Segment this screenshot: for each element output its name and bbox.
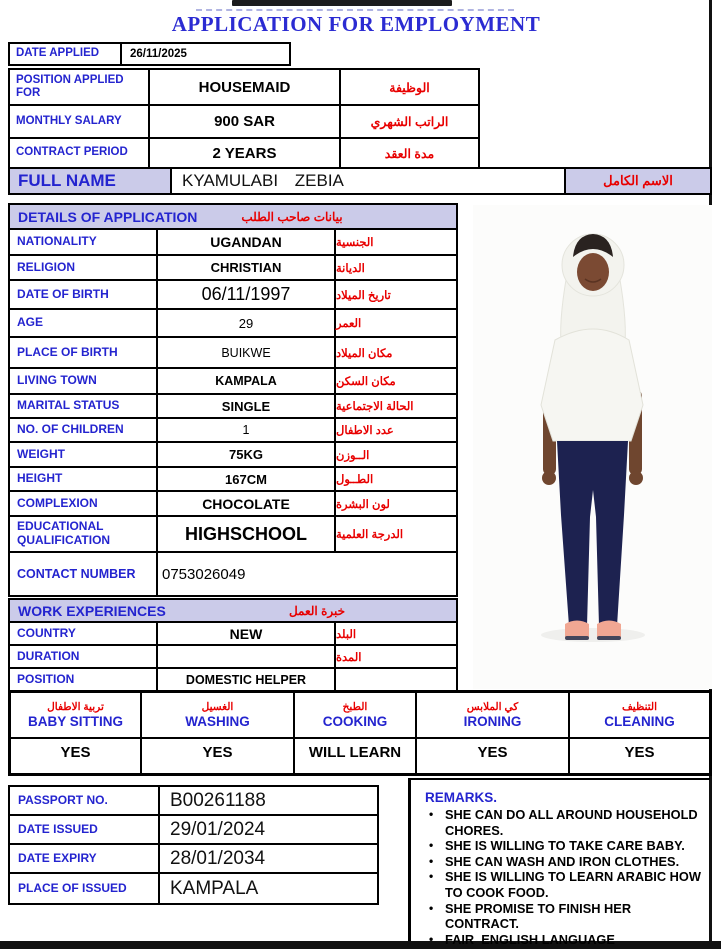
remark-item: • SHE IS WILLING TO TAKE CARE BABY.: [425, 838, 706, 854]
cleaning-arabic: التنظيف: [621, 701, 658, 713]
height-arabic: الطــول: [336, 474, 374, 486]
dob-value: 06/11/1997: [158, 281, 336, 308]
table-row: [10, 623, 456, 646]
table-row: [10, 369, 456, 395]
salary-value: 900 SAR: [150, 106, 341, 137]
contract-arabic: مدة العقد: [384, 146, 435, 161]
remark-item: • SHE IS WILLING TO LEARN ARABIC HOW TO COOK FOOD.: [425, 869, 706, 900]
cooking-label: COOKING: [322, 714, 388, 729]
position-label: POSITION APPLIED FOR: [10, 70, 150, 104]
living-town-label: LIVING TOWN: [10, 369, 158, 393]
table-row: [10, 230, 456, 256]
ironing-arabic: كي الملابس: [466, 701, 519, 713]
redaction-underline: [196, 9, 514, 11]
salary-label: MONTHLY SALARY: [10, 106, 150, 137]
date-applied-row: [8, 42, 291, 66]
children-arabic: عدد الاطفال: [336, 425, 394, 437]
remarks-title: REMARKS.: [425, 790, 498, 805]
country-arabic: البلد: [336, 628, 357, 641]
position-row-value: DOMESTIC HELPER: [158, 669, 336, 691]
age-arabic: العمر: [336, 318, 362, 330]
washing-arabic: الغسيل: [201, 701, 234, 713]
table-row: [10, 553, 456, 595]
full-name-row: [8, 167, 712, 195]
baby-sitting-arabic: تربية الاطفال: [47, 701, 104, 713]
remark-item: • FAIR ENGLISH LANGUAGE: [425, 932, 706, 948]
skill-cleaning: [570, 693, 709, 773]
skill-baby-sitting: [11, 693, 142, 773]
skill-washing: [142, 693, 295, 773]
nationality-label: NATIONALITY: [10, 230, 158, 254]
table-row: [10, 139, 478, 167]
table-row: [10, 310, 456, 338]
ironing-label: IRONING: [463, 714, 522, 729]
country-label: COUNTRY: [10, 623, 158, 644]
passport-no-value: B00261188: [170, 789, 266, 811]
weight-arabic: الــوزن: [336, 449, 370, 462]
height-value: 167CM: [158, 468, 336, 490]
details-table: [8, 203, 458, 597]
ironing-value: YES: [477, 744, 508, 761]
table-row: [10, 106, 478, 139]
full-name-value: KYAMULABI ZEBIA: [172, 169, 566, 193]
washing-label: WASHING: [185, 714, 250, 729]
remark-item: • SHE PROMISE TO FINISH HER CONTRACT.: [425, 901, 706, 932]
table-row: [10, 646, 456, 669]
cooking-arabic: الطبخ: [342, 701, 368, 713]
marital-value: SINGLE: [158, 395, 336, 417]
marital-label: MARITAL STATUS: [10, 395, 158, 417]
skill-header: [295, 693, 415, 739]
contact-label: CONTACT NUMBER: [10, 553, 158, 595]
table-row: [10, 281, 456, 310]
table-row: [10, 338, 456, 369]
contact-value: 0753026049: [162, 565, 246, 583]
cooking-value: WILL LEARN: [308, 744, 402, 761]
remark-item: • SHE CAN DO ALL AROUND HOUSEHOLD CHORES.: [425, 807, 706, 838]
remarks-box: [408, 778, 710, 947]
page-title: APPLICATION FOR EMPLOYMENT: [171, 12, 541, 36]
redacted-agency-name: [232, 0, 452, 6]
applicant-photo: [473, 205, 712, 689]
duration-arabic: المدة: [336, 651, 362, 664]
passport-no-label: PASSPORT NO.: [10, 787, 160, 814]
skill-header: [11, 693, 140, 739]
table-row: [10, 816, 377, 845]
living-town-value: KAMPALA: [158, 369, 336, 393]
applicant-figure-illustration: [473, 205, 712, 689]
skills-table: [8, 690, 712, 776]
country-value: NEW: [158, 623, 336, 644]
age-label: AGE: [10, 310, 158, 336]
contract-value: 2 YEARS: [150, 139, 341, 167]
weight-value: 75KG: [158, 443, 336, 466]
table-row: [10, 70, 478, 106]
position-value: HOUSEMAID: [150, 70, 341, 104]
washing-value: YES: [202, 744, 233, 761]
dob-arabic: تاريخ الميلاد: [336, 289, 391, 302]
contract-label: CONTRACT PERIOD: [10, 139, 150, 167]
work-title: WORK EXPERIENCES: [18, 602, 166, 619]
table-row: [10, 395, 456, 419]
birthplace-value: BUIKWE: [158, 338, 336, 367]
table-row: [10, 787, 377, 816]
table-row: [10, 443, 456, 468]
skill-ironing: [417, 693, 570, 773]
cleaning-value: YES: [624, 744, 655, 761]
date-expiry-label: DATE EXPIRY: [10, 845, 160, 872]
baby-sitting-label: BABY SITTING: [27, 714, 123, 729]
work-title-arabic: خبرة العمل: [288, 603, 346, 618]
nationality-value: UGANDAN: [158, 230, 336, 254]
height-label: HEIGHT: [10, 468, 158, 490]
complexion-label: COMPLEXION: [10, 492, 158, 515]
date-issued-value: 29/01/2024: [170, 818, 266, 840]
children-value: 1: [158, 419, 336, 441]
table-row: [10, 669, 456, 691]
table-row: [10, 419, 456, 443]
table-row: [10, 468, 456, 492]
full-name-label: FULL NAME: [10, 169, 172, 193]
skill-cooking: [295, 693, 417, 773]
date-issued-label: DATE ISSUED: [10, 816, 160, 843]
religion-value: CHRISTIAN: [158, 256, 336, 279]
cleaning-label: CLEANING: [604, 714, 675, 729]
salary-arabic: الراتب الشهري: [370, 115, 449, 129]
details-title-arabic: بيانات صاحب الطلب: [241, 209, 343, 224]
education-arabic: الدرجة العلمية: [336, 529, 404, 541]
full-name-arabic: الاسم الكامل: [566, 169, 710, 193]
table-row: [10, 517, 456, 553]
remarks-list: [425, 807, 706, 947]
marital-arabic: الحالة الاجتماعية: [336, 401, 414, 413]
place-issued-label: PLACE OF ISSUED: [10, 874, 160, 903]
table-row: [10, 845, 377, 874]
work-header: [10, 600, 456, 623]
passport-table: [8, 785, 379, 905]
date-applied-value: 26/11/2025: [130, 48, 187, 60]
age-value: 29: [158, 310, 336, 336]
baby-sitting-value: YES: [60, 744, 91, 761]
table-row: [10, 874, 377, 903]
place-issued-value: KAMPALA: [170, 877, 259, 899]
date-expiry-value: 28/01/2034: [170, 847, 266, 869]
living-town-arabic: مكان السكن: [336, 376, 396, 388]
skill-header: [570, 693, 709, 739]
religion-label: RELIGION: [10, 256, 158, 279]
work-table: [8, 598, 458, 693]
religion-arabic: الديانة: [336, 262, 365, 275]
position-arabic: الوظيفة: [389, 80, 430, 95]
duration-value: [158, 646, 336, 667]
details-header: [10, 205, 456, 230]
remark-item: • SHE CAN WASH AND IRON CLOTHES.: [425, 854, 706, 870]
children-label: NO. OF CHILDREN: [10, 419, 158, 441]
birthplace-arabic: مكان الميلاد: [336, 347, 393, 360]
details-title: DETAILS OF APPLICATION: [18, 208, 198, 225]
complexion-arabic: لون البشرة: [336, 498, 390, 511]
weight-label: WEIGHT: [10, 443, 158, 466]
table-row: [10, 492, 456, 517]
position-table: [8, 68, 480, 169]
position-row-arabic: [336, 669, 456, 691]
position-row-label: POSITION: [10, 669, 158, 691]
duration-label: DURATION: [10, 646, 158, 667]
nationality-arabic: الجنسية: [336, 237, 374, 249]
dob-label: DATE OF BIRTH: [10, 281, 158, 308]
skill-header: [142, 693, 293, 739]
birthplace-label: PLACE OF BIRTH: [10, 338, 158, 367]
date-applied-label: DATE APPLIED: [10, 44, 122, 64]
table-row: [10, 256, 456, 281]
education-label: EDUCATIONAL QUALIFICATION: [10, 517, 158, 551]
complexion-value: CHOCOLATE: [158, 492, 336, 515]
education-value: HIGHSCHOOL: [158, 517, 336, 551]
skill-header: [417, 693, 568, 739]
